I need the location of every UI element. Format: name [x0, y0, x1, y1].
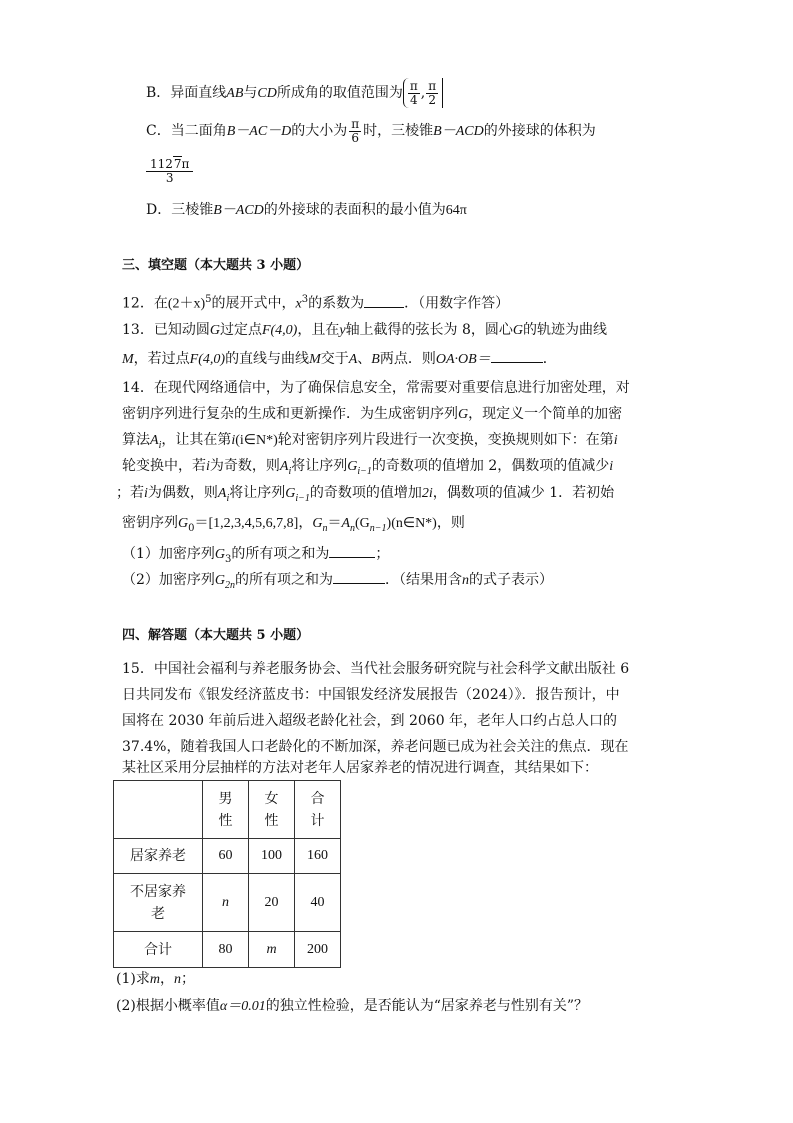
question-14-line-5: ；若i为偶数，则$A_i$将让序列$G_{i-1}$的奇数项的值增加2i，偶数项的值减少 1．若初始: [116, 485, 615, 504]
question-14-line-2: 密钥序列进行复杂的生成和更新操作．为生成密钥序列G，现定义一个简单的加密: [122, 406, 623, 422]
table-header-cell: [114, 781, 203, 839]
question-15-sub-1: (1)求m，n；: [116, 971, 195, 987]
table-row: [114, 874, 341, 932]
table-row: [114, 839, 341, 874]
table-cell: 40: [295, 874, 341, 932]
table-header-cell: 女 性: [249, 781, 295, 839]
question-14-line-6: 密钥序列$G_0=[1,2,3,4,5,6,7,8]$，$G_n=A_n(G_{n-1})(n\in N*)$，则: [122, 515, 465, 534]
question-15-line-3: 国将在 2030 年前后进入超级老龄化社会，到 2060 年，老年人口约占总人口的: [122, 713, 618, 729]
angle-interval: $\frac{\pi}{4}$ , $\frac{\pi}{2}$: [403, 78, 443, 108]
question-14-line-1: 14．在现代网络通信中，为了确保信息安全，常需要对重要信息进行加密处理，对: [122, 380, 630, 396]
answer-blank[interactable]: [364, 293, 404, 308]
table-cell: 不居家养 老: [114, 874, 203, 932]
table-row: [114, 932, 341, 968]
table-cell: 合计: [114, 932, 203, 968]
question-12: 12．在$(2+x)^5$的展开式中，$x^3$的系数为 ．（用数字作答）: [122, 294, 510, 312]
question-14-part-1: （1）加密序列$G_3$的所有项之和为 ；: [122, 543, 389, 570]
table-cell: n: [203, 874, 249, 932]
table-header-row: [114, 781, 341, 839]
table-cell: 居家养老: [114, 839, 203, 874]
option-b: B．异面直线AB与CD所成角的取值范围为 $\frac{\pi}{4}$ , $\frac{\pi}{2}$: [146, 78, 443, 109]
question-15-sub-2: (2)根据小概率值α＝0.01的独立性检验，是否能认为“居家养老与性别有关”？: [116, 998, 589, 1014]
table-cell: 100: [249, 839, 295, 874]
option-c: C．当二面角B－AC－D的大小为 $\frac{\pi}{6}$ 时，三棱锥B－ACD的外接球的体积为: [146, 116, 596, 145]
section-4-title: 四、解答题（本大题共 5 小题）: [122, 628, 310, 643]
table-cell: 20: [249, 874, 295, 932]
question-14-part-2: （2）加密序列$G_{2n}$的所有项之和为 ．（结果用含n的式子表示）: [122, 569, 553, 596]
option-d: D．三棱锥B－ACD的外接球的表面积的最小值为64π: [146, 202, 467, 218]
answer-blank[interactable]: [491, 348, 543, 363]
table-cell: 160: [295, 839, 341, 874]
table-cell: 200: [295, 932, 341, 968]
question-15-line-1: 15．中国社会福利与养老服务协会、当代社会服务研究院与社会科学文献出版社 6: [122, 661, 630, 677]
table-cell: 80: [203, 932, 249, 968]
option-c-volume: $\frac{1127\pi}{3}$: [146, 158, 193, 185]
question-14-line-4: 轮变换中，若i为奇数，则$A_i$将让序列$G_{i-1}$的奇数项的值增加 2，偶数项的值减少i: [122, 458, 614, 477]
question-13-line-2: M，若过点F(4,0)的直线与曲线M交于A、B两点．则OA·OB＝ ．: [122, 348, 557, 370]
question-14-line-3: 算法$A_i$，让其在第i(i∈N*)轮对密钥序列片段进行一次变换，变换规则如下：在第i: [122, 432, 618, 451]
answer-blank[interactable]: [329, 543, 375, 558]
question-15-line-2: 日共同发布《银发经济蓝皮书：中国银发经济发展报告（2024）》．报告预计，中: [122, 687, 620, 703]
table-header-cell: 合 计: [295, 781, 341, 839]
question-13-line-1: 13．已知动圆G过定点F(4,0)，且在y轴上截得的弦长为 8，圆心G的轨迹为曲线: [122, 322, 608, 338]
section-3-title: 三、填空题（本大题共 3 小题）: [122, 258, 310, 273]
table-cell: m: [249, 932, 295, 968]
answer-blank[interactable]: [333, 569, 385, 584]
question-15-line-4: 37.4%，随着我国人口老龄化的不断加深，养老问题已成为社会关注的焦点．现在: [122, 739, 629, 755]
survey-table: [113, 780, 341, 968]
question-15-line-5: 某社区采用分层抽样的方法对老年人居家养老的情况进行调查，其结果如下：: [122, 760, 598, 776]
table-cell: 60: [203, 839, 249, 874]
table-header-cell: 男 性: [203, 781, 249, 839]
